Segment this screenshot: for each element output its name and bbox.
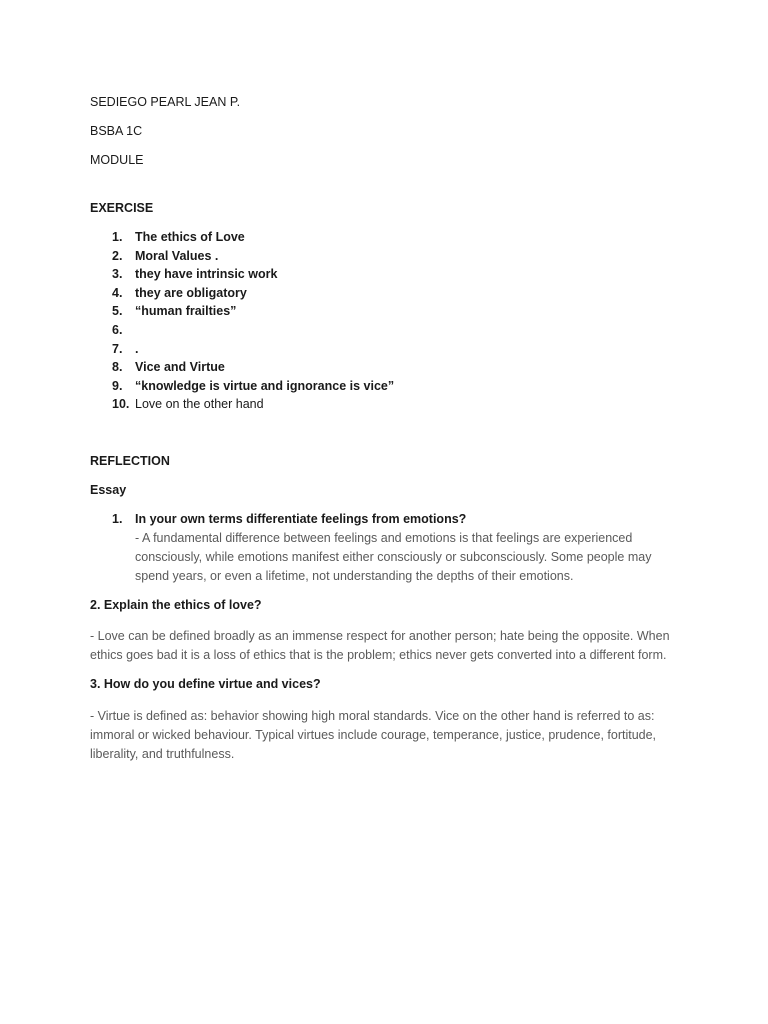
item-text: Vice and Virtue — [135, 360, 225, 375]
exercise-item-10 — [90, 395, 690, 414]
exercise-item-5 — [90, 302, 690, 321]
document-content — [90, 93, 690, 774]
question-1-text: In your own terms differentiate feelings from emotions? — [135, 511, 467, 526]
exercise-item-9 — [90, 377, 690, 396]
exercise-item-4 — [90, 284, 690, 303]
item-number: 6. — [112, 322, 123, 337]
exercise-item-1 — [90, 228, 690, 247]
exercise-list — [90, 228, 690, 414]
item-text: “human frailties” — [135, 304, 237, 319]
item-number: 7. — [112, 341, 123, 356]
exercise-item-7 — [90, 340, 690, 359]
item-text: they have intrinsic work — [135, 267, 278, 282]
question-3-text: 3. How do you define virtue and vices? — [90, 677, 321, 692]
item-number: 9. — [112, 378, 123, 393]
item-number: 8. — [112, 360, 123, 375]
item-text: . — [135, 341, 139, 356]
item-text: Moral Values . — [135, 248, 219, 263]
answer-3-text: - Virtue is defined as: behavior showing high moral standards. Vice on the other hand is referred to as: immoral or wicked behaviour. Typical virtues include courage, temperance, justice, prudence, fortitude, liberality, and truthfulness. — [90, 708, 657, 761]
question-number: 1. — [112, 511, 123, 526]
exercise-item-2 — [90, 247, 690, 266]
exercise-item-3 — [90, 265, 690, 284]
item-number: 5. — [112, 304, 123, 319]
answer-2-text: - Love can be defined broadly as an immense respect for another person; hate being the opposite. When ethics goes bad it is a loss of ethics that is the problem; ethics never gets converted into a different form. — [90, 629, 670, 663]
exercise-item-6 — [90, 321, 690, 340]
item-number: 2. — [112, 248, 123, 263]
course-section: BSBA 1C — [90, 124, 143, 138]
item-number: 4. — [112, 285, 123, 300]
answer-1-text: - A fundamental difference between feelings and emotions is that feelings are experienced consciously, while emotions manifest either consciously or subconsciously. Some people may spend years, or even a lifetime, not understanding the depths of their emotions. — [135, 530, 652, 583]
item-number: 10. — [112, 397, 130, 412]
item-number: 1. — [112, 230, 123, 244]
item-text: they are obligatory — [135, 285, 247, 300]
reflection-heading: REFLECTION — [90, 453, 170, 468]
question-2-text: 2. Explain the ethics of love? — [90, 597, 262, 612]
student-name: SEDIEGO PEARL JEAN P. — [90, 95, 241, 109]
item-text: The ethics of Love — [135, 230, 245, 244]
item-text: Love on the other hand — [135, 397, 264, 412]
exercise-item-8 — [90, 358, 690, 377]
module-label: MODULE — [90, 153, 144, 167]
item-text: “knowledge is virtue and ignorance is vice” — [135, 378, 395, 393]
exercise-heading: EXERCISE — [90, 201, 154, 215]
essay-heading: Essay — [90, 482, 127, 497]
item-number: 3. — [112, 267, 123, 282]
essay-question-1 — [90, 510, 690, 586]
